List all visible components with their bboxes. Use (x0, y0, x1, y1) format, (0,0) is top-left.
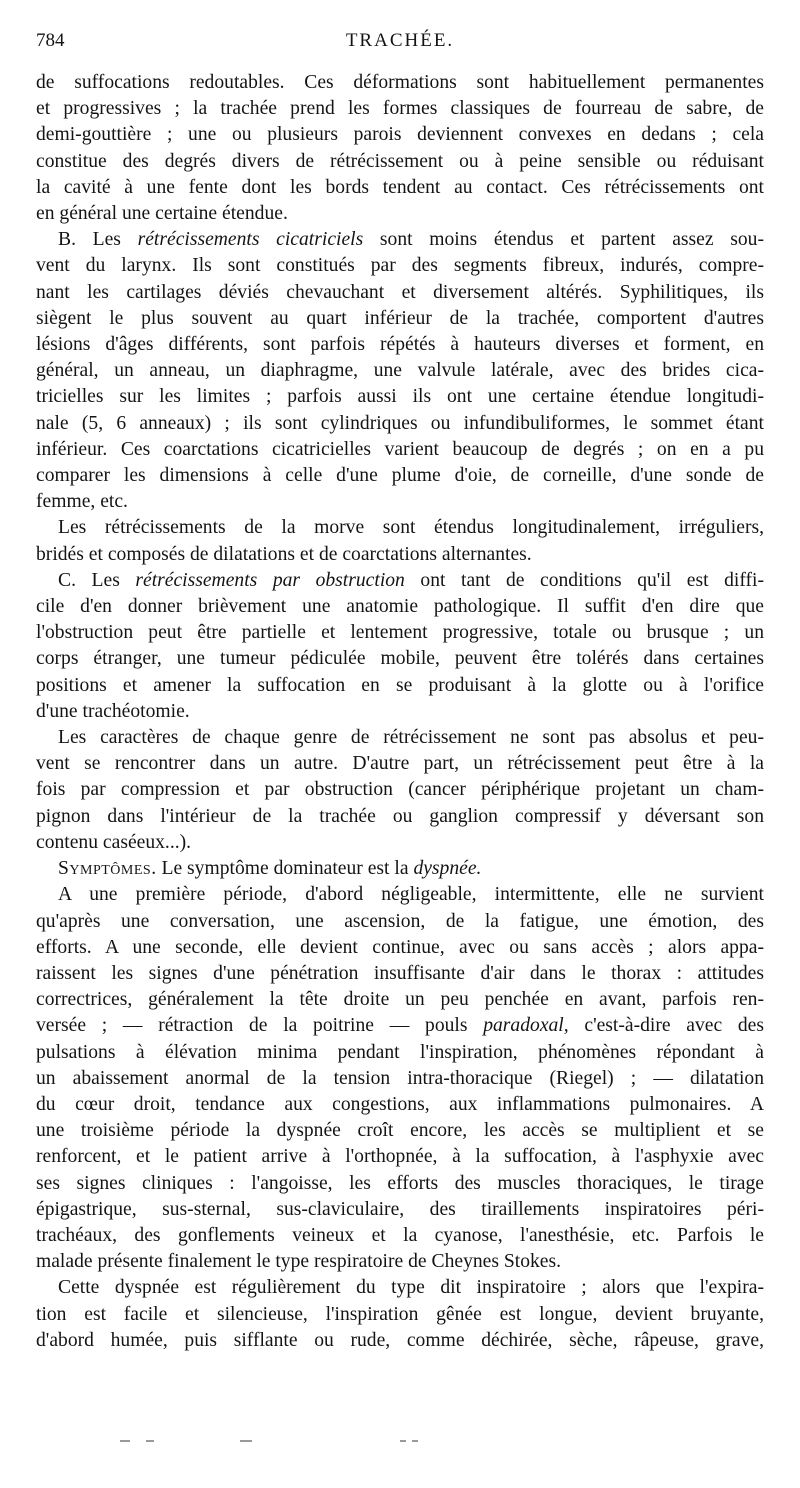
text-run: pignon dans l'intérieur de la trachée ou ganglion compressif y déversant son (36, 805, 764, 827)
text-line (36, 411, 764, 437)
text-line (36, 725, 764, 751)
text-run: vent se rencontrer dans un autre. D'autre part, un rétrécissement peut être à la (36, 753, 764, 775)
text-line (36, 227, 764, 253)
text-line (36, 175, 764, 201)
text-run: d'une trachéotomie. (36, 700, 190, 722)
text-run: versée ; — rétraction de la poitrine — pouls (36, 1015, 484, 1037)
text-line (36, 542, 764, 568)
text-line (36, 515, 764, 541)
text-line (36, 96, 764, 122)
text-run: bridés et composés de dilatations et de coarctations alternantes. (36, 543, 532, 565)
text-line (36, 699, 764, 725)
text-line (36, 1223, 764, 1249)
text-run: A une première période, d'abord négligeable, intermittente, elle ne survient (58, 884, 764, 906)
text-run: nale (5, 6 anneaux) ; ils sont cylindriques ou infundibuliformes, le sommet étant (36, 412, 764, 434)
printer-marks (120, 1440, 420, 1446)
text-line (36, 1249, 764, 1275)
italic-term: rétrécissements par obstruction (135, 569, 405, 591)
text-line (36, 149, 764, 175)
text-line (36, 1066, 764, 1092)
text-run: ont tant de conditions qu'il est diffi- (404, 569, 764, 591)
text-run: nant les cartilages déviés chevauchant et diversement altérés. Syphilitiques, ils (36, 281, 764, 303)
text-run: efforts. A une seconde, elle devient continue, avec ou sans accès ; alors appa- (36, 936, 764, 958)
text-run: c'est-à-dire avec des (568, 1015, 765, 1037)
text-run: général, un anneau, un diaphragme, une valvule latérale, avec des brides cica- (36, 360, 764, 382)
text-run: d'abord humée, puis sifflante ou rude, comme déchirée, sèche, râpeuse, grave, (36, 1329, 764, 1351)
text-line (36, 646, 764, 672)
text-line (36, 804, 764, 830)
text-line (36, 489, 764, 515)
text-run: correctrices, généralement la tête droite un peu penchée en avant, parfois ren- (36, 989, 764, 1011)
text-line (36, 332, 764, 358)
text-line (36, 1328, 764, 1354)
text-line (36, 594, 764, 620)
text-line (36, 777, 764, 803)
text-line (36, 620, 764, 646)
text-run: raissent les signes d'une pénétration insuffisante d'air dans le thorax : attitudes (36, 962, 764, 984)
text-run: C. Les (58, 569, 136, 591)
text-run: positions et amener la suffocation en se produisant à la glotte ou à l'orifice (36, 674, 764, 696)
text-run: Les caractères de chaque genre de rétrécissement ne sont pas absolus et peu- (58, 727, 764, 749)
text-run: la cavité à une fente dont les bords tendent au contact. Ces rétrécissements ont (36, 176, 764, 198)
text-line (36, 306, 764, 332)
printer-mark (146, 1440, 154, 1442)
italic-term: rétrécissements cicatriciels (137, 229, 364, 251)
italic-term: paradoxal, (483, 1015, 569, 1037)
text-run: tricielles sur les limites ; parfois aussi ils ont une certaine étendue longitudi- (36, 386, 764, 408)
italic-term: dyspnée. (413, 858, 482, 880)
text-run: l'obstruction peut être partielle et lentement progressive, totale ou brusque ; un (36, 622, 764, 644)
text-line (36, 1302, 764, 1328)
running-title: TRACHÉE. (345, 30, 455, 51)
text-run: lésions d'âges différents, sont parfois répétés à hauteurs diverses et forment, en (36, 334, 764, 356)
text-line (36, 751, 764, 777)
text-line (36, 70, 764, 96)
text-run: fois par compression et par obstruction (cancer périphérique projetant un cham- (36, 779, 764, 801)
page-header (36, 30, 764, 60)
text-line (36, 909, 764, 935)
printer-mark (240, 1440, 252, 1442)
printer-mark (400, 1440, 406, 1442)
text-line (36, 856, 764, 882)
text-line (36, 253, 764, 279)
text-run: Cette dyspnée est régulièrement du type dit inspiratoire ; alors que l'expira- (58, 1277, 764, 1299)
text-line (36, 1092, 764, 1118)
text-run: constitue des degrés divers de rétrécissement ou à peine sensible ou réduisant (36, 150, 764, 172)
text-run: épigastrique, sus-sternal, sus-claviculaire, des tiraillements inspiratoires péri- (36, 1198, 764, 1220)
text-run: cile d'en donner brièvement une anatomie pathologique. Il suffit d'en dire que (36, 596, 764, 618)
text-run: corps étranger, une tumeur pédiculée mobile, peuvent être tolérés dans certaines (36, 648, 764, 670)
text-run: qu'après une conversation, une ascension, de la fatigue, une émotion, des (36, 910, 764, 932)
text-run: renforcent, et le patient arrive à l'orthopnée, à la suffocation, à l'asphyxie avec (36, 1146, 764, 1168)
text-run: inférieur. Ces coarctations cicatricielles varient beaucoup de degrés ; on en a pu (36, 438, 764, 460)
printer-mark (120, 1440, 130, 1442)
text-run: demi-gouttière ; une ou plusieurs parois deviennent convexes en dedans ; cela (36, 124, 764, 146)
text-line (36, 463, 764, 489)
text-run: Le symptôme dominateur est la (156, 858, 414, 880)
text-run: contenu caséeux...). (36, 831, 192, 853)
text-run: pulsations à élévation minima pendant l'inspiration, phénomènes répondant à (36, 1041, 764, 1063)
text-line (36, 1013, 764, 1039)
text-line (36, 1197, 764, 1223)
text-run: de suffocations redoutables. Ces déformations sont habituellement permanentes (36, 72, 764, 93)
text-run: B. Les (58, 229, 138, 251)
text-line (36, 358, 764, 384)
text-line (36, 1040, 764, 1066)
text-line (36, 961, 764, 987)
text-run: un abaissement anormal de la tension intra-thoracique (Riegel) ; — dilatation (36, 1067, 764, 1089)
text-run: siègent le plus souvent au quart inférieur de la trachée, comportent d'autres (36, 307, 764, 329)
text-run: du cœur droit, tendance aux congestions, aux inflammations pulmonaires. A (36, 1093, 764, 1115)
small-caps-heading: Symptômes. (58, 858, 157, 880)
text-run: malade présente finalement le type respiratoire de Cheynes Stokes. (36, 1251, 562, 1273)
text-run: en général une certaine étendue. (36, 203, 288, 225)
text-run: Les rétrécissements de la morve sont étendus longitudinalement, irréguliers, (58, 517, 764, 539)
text-line (36, 987, 764, 1013)
printer-mark (412, 1440, 418, 1442)
text-line (36, 122, 764, 148)
text-line (36, 1171, 764, 1197)
text-run: trachéaux, des gonflements veineux et la cyanose, l'anesthésie, etc. Parfois le (36, 1224, 764, 1246)
text-run: une troisième période la dyspnée croît encore, les accès se multiplient et se (36, 1120, 764, 1142)
text-line (36, 437, 764, 463)
text-run: ses signes cliniques : l'angoisse, les efforts des muscles thoraciques, le tirage (36, 1172, 764, 1194)
text-run: sont moins étendus et partent assez sou- (363, 229, 764, 251)
page-number: 784 (36, 30, 65, 51)
text-run: et progressives ; la trachée prend les formes classiques de fourreau de sabre, de (36, 98, 764, 120)
body-text (36, 70, 764, 1354)
text-run: femme, etc. (36, 491, 128, 513)
text-line (36, 1275, 764, 1301)
text-run: vent du larynx. Ils sont constitués par des segments fibreux, indurés, compre- (36, 255, 764, 277)
text-line (36, 1144, 764, 1170)
text-line (36, 384, 764, 410)
text-run: comparer les dimensions à celle d'une plume d'oie, de corneille, d'une sonde de (36, 465, 764, 487)
text-line (36, 882, 764, 908)
text-line (36, 1118, 764, 1144)
text-line (36, 935, 764, 961)
text-line (36, 830, 764, 856)
text-line (36, 568, 764, 594)
text-line (36, 201, 764, 227)
text-line (36, 280, 764, 306)
text-run: tion est facile et silencieuse, l'inspiration gênée est longue, devient bruyante, (36, 1303, 764, 1325)
text-line (36, 673, 764, 699)
